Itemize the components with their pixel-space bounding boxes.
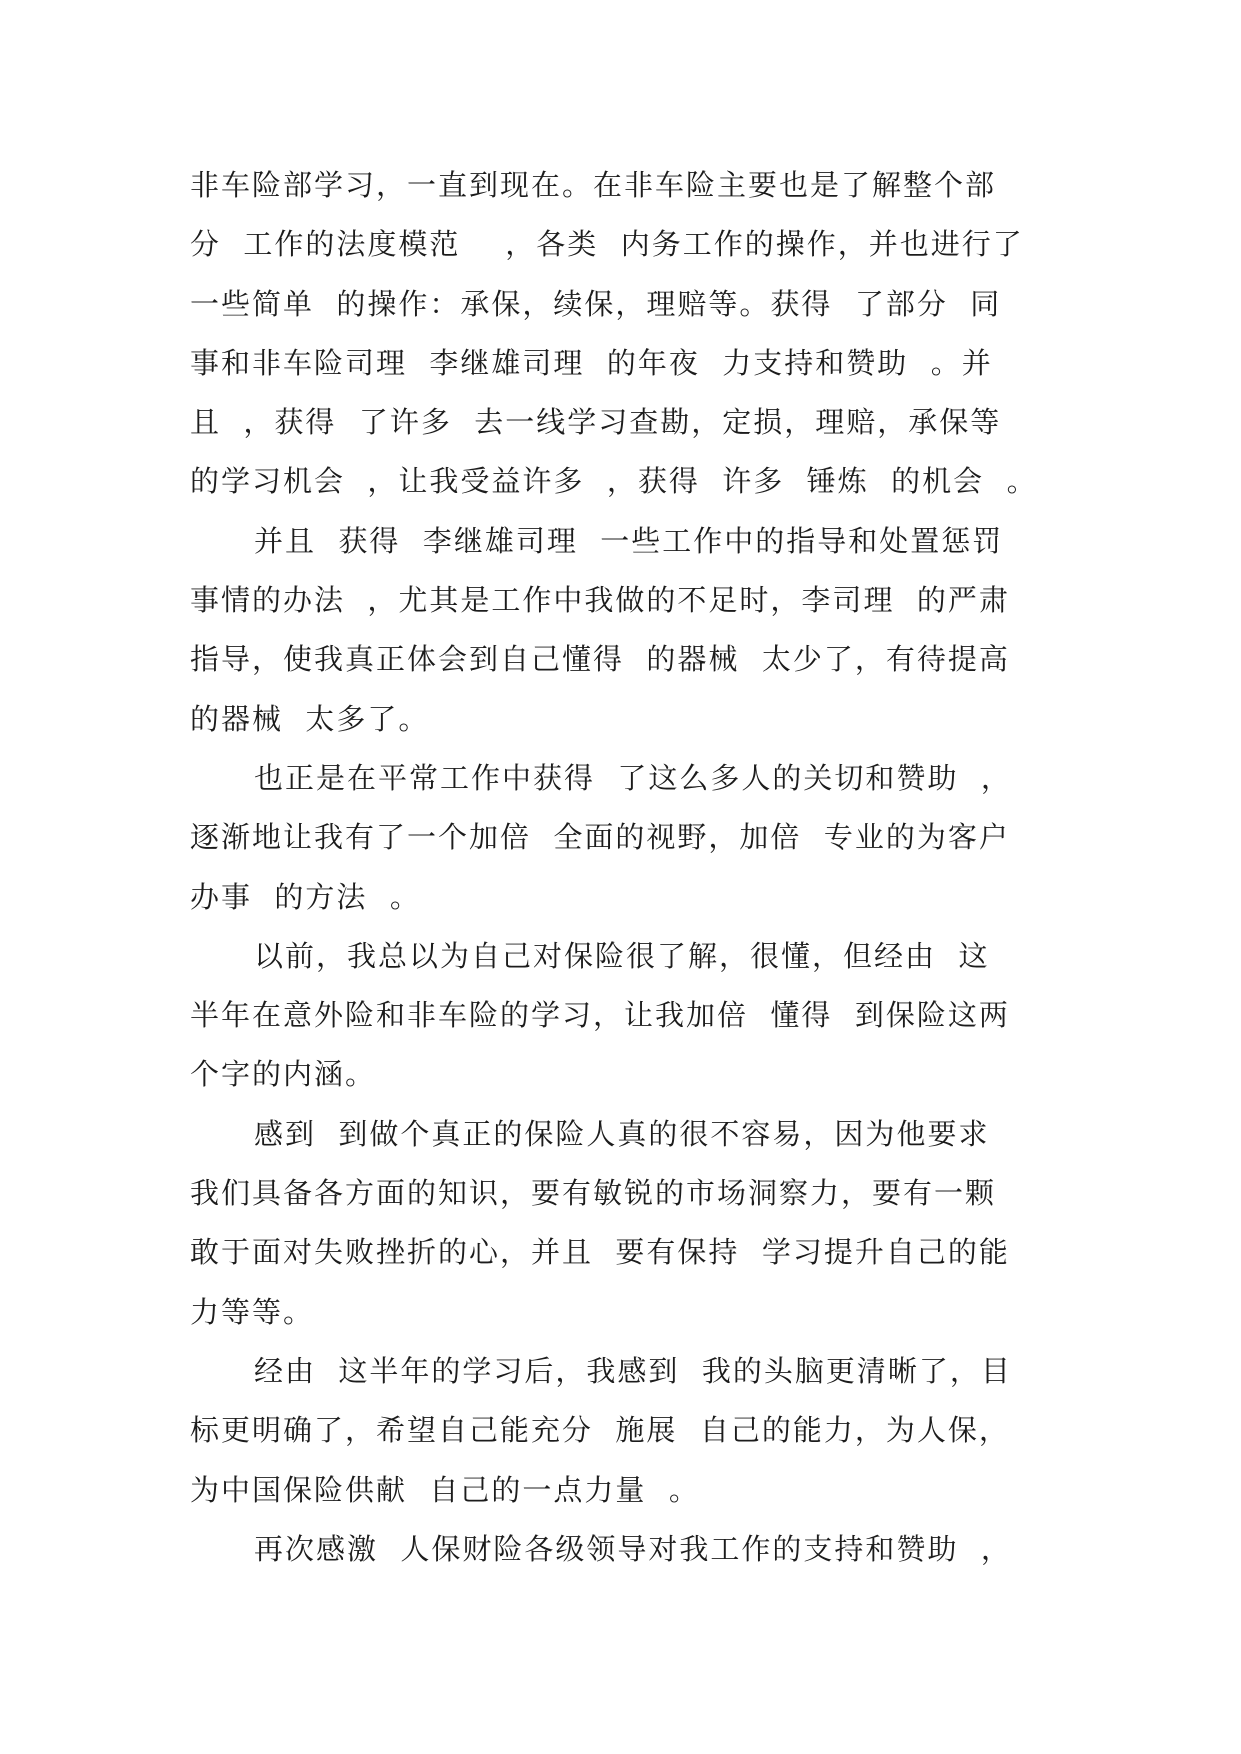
paragraph-first-line: 以前，我总以为自己对保险很了解，很懂，但经由 这 bbox=[254, 938, 990, 973]
paragraph-first-line: 并且 获得 李继雄司理 一些工作中的指导和处置惩罚 bbox=[254, 523, 1004, 558]
text-line: 事和非车险司理 李继雄司理 的年夜 力支持和赞助 。并 bbox=[190, 345, 993, 380]
text-line: 为中国保险供献 自己的一点力量 。 bbox=[190, 1472, 700, 1507]
text-line: 的器械 太多了。 bbox=[190, 701, 430, 736]
paragraph-first-line: 感到 到做个真正的保险人真的很不容易，因为他要求 bbox=[254, 1116, 990, 1151]
text-line: 分 工作的法度模范 ，各类 内务工作的操作，并也进行了 bbox=[190, 227, 1024, 262]
paragraph-first-line: 再次感激 人保财险各级领导对我工作的支持和赞助 ， bbox=[254, 1531, 1012, 1566]
paragraph-first-line: 经由 这半年的学习后，我感到 我的头脑更清晰了，目 bbox=[254, 1353, 1012, 1388]
text-line: 逐渐地让我有了一个加倍 全面的视野，加倍 专业的为客户 bbox=[190, 820, 1010, 855]
text-line: 力等等。 bbox=[190, 1294, 315, 1329]
document-body bbox=[190, 156, 1070, 1579]
text-line: 标更明确了，希望自己能充分 施展 自己的能力，为人保， bbox=[190, 1413, 1010, 1448]
paragraph-first-line: 也正是在平常工作中获得 了这么多人的关切和赞助 ， bbox=[254, 760, 1012, 795]
text-line: 非车险部学习，一直到现在。在非车险主要也是了解整个部 bbox=[190, 168, 997, 202]
text-line: 敢于面对失败挫折的心，并且 要有保持 学习提升自己的能 bbox=[190, 1235, 1010, 1270]
text-line: 半年在意外险和非车险的学习，让我加倍 懂得 到保险这两 bbox=[190, 998, 1010, 1033]
text-line: 办事 的方法 。 bbox=[190, 879, 421, 914]
text-line: 的学习机会 ，让我受益许多 ，获得 许多 锤炼 的机会 。 bbox=[190, 464, 1038, 499]
text-line: 我们具备各方面的知识，要有敏锐的市场洞察力，要有一颗 bbox=[190, 1176, 997, 1211]
text-line: 且 ，获得 了许多 去一线学习查勘，定损，理赔，承保等 bbox=[190, 405, 1002, 440]
text-line: 事情的办法 ，尤其是工作中我做的不足时，李司理 的严肃 bbox=[190, 583, 1010, 618]
text-line: 一些简单 的操作：承保，续保，理赔等。获得 了部分 同 bbox=[190, 286, 1002, 321]
text-line: 个字的内涵。 bbox=[190, 1057, 377, 1092]
text-line: 指导，使我真正体会到自己懂得 的器械 太少了，有待提高 bbox=[190, 642, 1010, 677]
